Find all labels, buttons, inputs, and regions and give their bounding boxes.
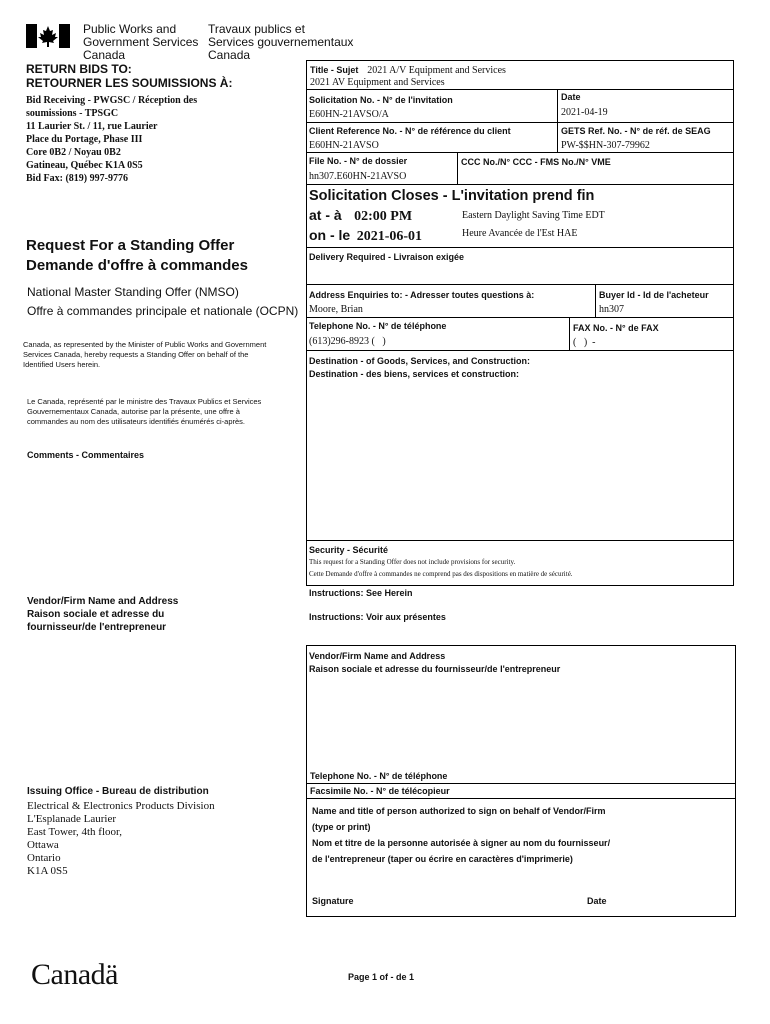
buyer-id-value: hn307	[599, 304, 624, 315]
timezone-fr: Heure Avancée de l'Est HAE	[462, 228, 578, 239]
solicitation-value: E60HN-21AVSO/A	[309, 109, 389, 120]
instructions-en: Instructions: See Herein	[309, 588, 413, 598]
instructions-fr: Instructions: Voir aux présentes	[309, 612, 446, 622]
destination-label-fr: Destination - des biens, services et construction:	[309, 369, 520, 379]
dept-name-fr-1: Travaux publics et	[208, 22, 305, 36]
timezone-en: Eastern Daylight Saving Time EDT	[462, 210, 605, 221]
canada-wordmark: Canadä	[31, 958, 118, 991]
enquiries-label: Address Enquiries to: - Adresser toutes questions à:	[309, 290, 535, 300]
delivery-label: Delivery Required - Livraison exigée	[309, 252, 465, 262]
government-logo	[26, 24, 70, 48]
authorized-person-label: Name and title of person authorized to sign on behalf of Vendor/Firm (type or print) Nom et titre de la personne autorisée à signer au nom du fournisseur/ de l'entrepreneur (taper ou écrire en caractères d'imprimerie)	[312, 806, 611, 864]
fax-label: FAX No. - N° de FAX	[573, 323, 659, 333]
nmso-fr: Offre à commandes principale et nationale (OCPN)	[27, 304, 299, 318]
security-text-en: This request for a Standing Offer does not include provisions for security.	[309, 558, 516, 566]
vendor-firm-label-left: Vendor/Firm Name and Address Raison sociale et adresse du fournisseur/de l'entrepreneur	[27, 596, 179, 633]
request-paragraph-en: Canada, as represented by the Minister of Public Works and Government Services Canada, hereby requests a Standing Offer on behalf of the Identified Users herein.	[23, 340, 267, 369]
dept-name-en-2: Government Services	[83, 35, 199, 49]
page-number: Page 1 of - de 1	[348, 972, 415, 982]
request-title-en: Request For a Standing Offer	[26, 237, 235, 254]
client-ref-label: Client Reference No. - N° de référence du client	[309, 126, 511, 136]
return-bids-title-en: RETURN BIDS TO:	[26, 62, 132, 76]
enquiries-value: Moore, Brian	[309, 304, 363, 315]
issuing-office-address: Electrical & Electronics Products Division L'Esplanade Laurier East Tower, 4th floor, Ottawa Ontario K1A 0S5	[27, 800, 215, 877]
title-value-1: 2021 A/V Equipment and Services	[367, 65, 506, 76]
return-bids-address: Bid Receiving - PWGSC / Réception des soumissions - TPSGC 11 Laurier St. / 11, rue Laurier Place du Portage, Phase III Core 0B2 / Noyau 0B2 Gatineau, Québec K1A 0S5 Bid Fax: (819) 997-9776	[26, 95, 198, 184]
vendor-firm-label-2: Raison sociale et adresse du fournisseur/de l'entrepreneur	[309, 664, 561, 674]
request-title-fr: Demande d'offre à commandes	[26, 257, 248, 274]
destination-label-en: Destination - of Goods, Services, and Construction:	[309, 356, 531, 366]
vendor-firm-label-1: Vendor/Firm Name and Address	[309, 651, 446, 661]
buyer-id-label: Buyer Id - Id de l'acheteur	[599, 290, 709, 300]
return-bids-title-fr: RETOURNER LES SOUMISSIONS À:	[26, 76, 233, 90]
nmso-en: National Master Standing Offer (NMSO)	[27, 285, 239, 299]
closing-time-label: at - à	[309, 207, 342, 223]
vendor-facsimile-label: Facsimile No. - N° de télécopieur	[310, 786, 450, 796]
title-label: Title - Sujet	[310, 65, 359, 75]
security-text-fr: Cette Demande d'offre à commandes ne comprend pas des dispositions en matière de sécurité.	[309, 570, 573, 578]
closing-time-value: 02:00 PM	[354, 209, 413, 224]
file-no-value: hn307.E60HN-21AVSO	[309, 171, 407, 182]
solicitation-closes-label: Solicitation Closes - L'invitation prend fin	[309, 188, 595, 204]
gets-ref-label: GETS Ref. No. - N° de réf. de SEAG	[561, 126, 711, 136]
fax-value: ( ) -	[573, 337, 596, 348]
signature-label: Signature	[312, 896, 354, 906]
closing-date-label: on - le	[309, 227, 351, 243]
signature-date-label: Date	[587, 896, 607, 906]
ccc-label: CCC No./N° CCC - FMS No./N° VME	[461, 157, 611, 167]
issuing-office-label: Issuing Office - Bureau de distribution	[27, 786, 209, 797]
gets-ref-value: PW-$$HN-307-79962	[561, 140, 650, 151]
solicitation-label: Solicitation No. - N° de l'invitation	[309, 95, 453, 105]
telephone-value: (613)296-8923 ( )	[309, 336, 386, 347]
client-ref-value: E60HN-21AVSO	[309, 140, 379, 151]
vendor-telephone-label: Telephone No. - N° de téléphone	[310, 771, 448, 781]
dept-name-en-1: Public Works and	[83, 22, 177, 36]
telephone-label: Telephone No. - N° de téléphone	[309, 321, 447, 331]
dept-name-fr-2: Services gouvernementaux	[208, 35, 354, 49]
comments-label: Comments - Commentaires	[27, 450, 145, 460]
dept-name-fr-3: Canada	[208, 48, 251, 62]
file-no-label: File No. - N° de dossier	[309, 156, 408, 166]
date-value: 2021-04-19	[561, 107, 608, 118]
dept-name-en-3: Canada	[83, 48, 126, 62]
request-paragraph-fr: Le Canada, représenté par le ministre des Travaux Publics et Services Gouvernementaux Canada, autorise par la présente, une offre à commandes au nom des utilisateurs identifiés énumérés ci-après.	[27, 397, 262, 426]
date-label: Date	[561, 92, 581, 102]
vendor-signature-box	[306, 645, 736, 917]
security-label: Security - Sécurité	[309, 545, 389, 555]
closing-date-value: 2021-06-01	[356, 229, 423, 244]
title-value-2: 2021 AV Equipment and Services	[310, 77, 445, 88]
